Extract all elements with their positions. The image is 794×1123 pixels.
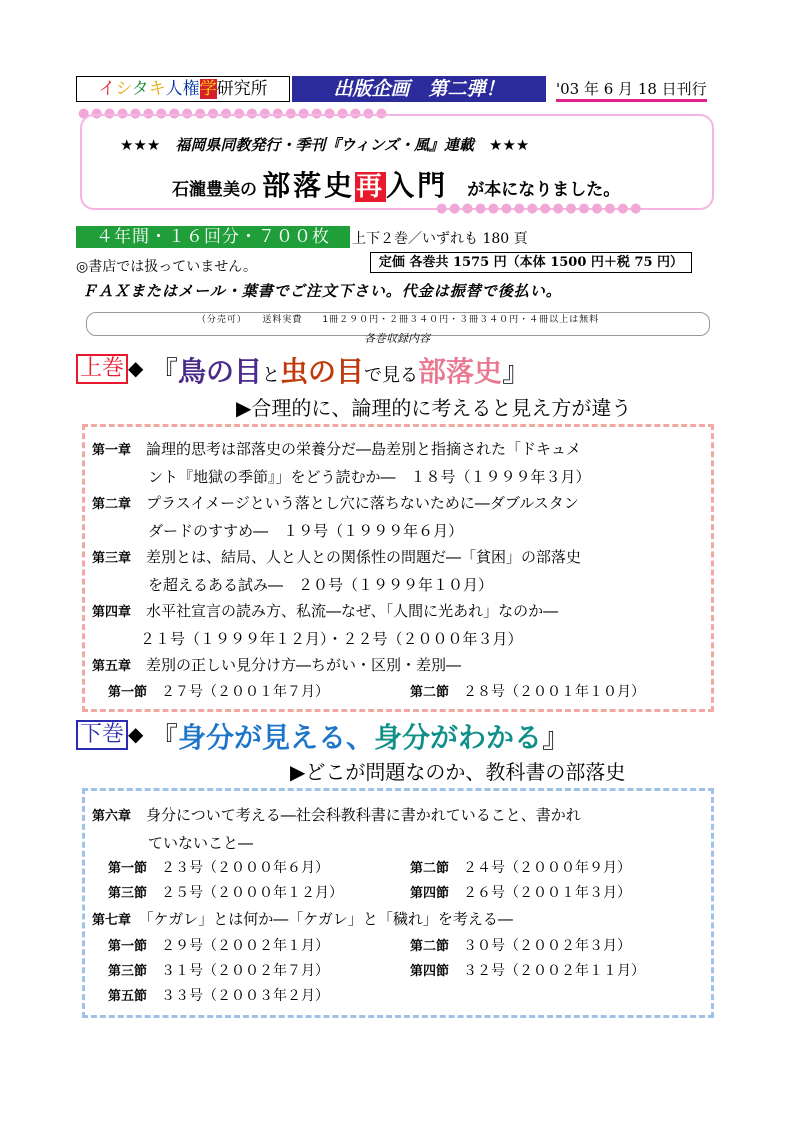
chapter-text: 差別の正しい見分け方―ちがい・区別・差別―: [146, 656, 462, 674]
contents-heading: 各巻収録内容: [364, 332, 430, 345]
chapter-item: [92, 906, 704, 934]
title-part: で見る: [364, 365, 419, 386]
title-bracket: 』: [502, 355, 531, 388]
section-number: 第二節: [410, 861, 450, 876]
chapter-item: [92, 802, 704, 830]
section-text: ２８号（２００１年１０月）: [463, 684, 646, 700]
book-title-line: [172, 164, 620, 204]
chapter-item: [92, 490, 704, 518]
publish-date: '03 年 6 月 18 日刊行: [556, 80, 707, 102]
diamond-icon: ◆: [128, 356, 144, 380]
chapter-item: [92, 436, 704, 464]
org-char: 人権: [165, 79, 200, 99]
volume1-label: 上巻: [76, 354, 128, 384]
section-number: 第三節: [108, 886, 148, 901]
section-text: ３１号（２００２年７月）: [161, 963, 330, 979]
chapter-text: ント『地獄の季節』」をどう読むか― １８号（１９９９年３月）: [148, 468, 591, 486]
chapter-item: [92, 598, 704, 626]
section-number: 第一節: [108, 685, 148, 700]
section-text: ２４号（２０００年９月）: [463, 860, 632, 876]
section-text: ２９号（２００２年１月）: [161, 938, 330, 954]
org-char: イ: [98, 79, 116, 99]
title-part: 身分が見える、: [178, 721, 375, 754]
section-text: ３２号（２００２年１１月）: [463, 963, 646, 979]
section-number: 第二節: [410, 939, 450, 954]
org-char: 研究所: [216, 79, 268, 99]
section-number: 第五節: [108, 989, 148, 1004]
order-instructions: ＦＡＸまたはメール・葉書でご注文下さい。代金は振替で後払い。: [82, 282, 562, 300]
org-char: タ: [131, 79, 149, 99]
section-row: [92, 934, 704, 959]
diamond-icon: ◆: [128, 722, 144, 746]
shipping-info: （分売可） 送料実費 1冊２９０円・２冊３４０円・３冊３４０円・４冊以上は無料: [196, 315, 600, 325]
org-char: キ: [148, 79, 166, 99]
chapter-text: 論理的思考は部落史の栄養分だ―島差別と指摘された「ドキュメ: [146, 440, 582, 458]
series-summary-badge: ４年間・１６回分・７００枚: [76, 226, 350, 248]
section-text: ２７号（２００１年７月）: [161, 684, 330, 700]
chapter-item-cont: [92, 572, 704, 598]
chapter-number: 第五章: [92, 659, 132, 674]
chapter-text: ダードのすすめ― １９号（１９９９年６月）: [148, 522, 464, 540]
title-bracket: 『: [150, 721, 179, 754]
chapter-text: ていないこと―: [148, 834, 254, 852]
publisher-name: [76, 76, 290, 102]
chapter-item: [92, 652, 704, 680]
section-text: ２５号（２０００年１２月）: [161, 885, 344, 901]
chapter-text: 差別とは、結局、人と人との関係性の問題だ―「貧困」の部落史: [146, 548, 582, 566]
decorative-dots-bottom: ●●●●●●●●●●●●●●●●: [436, 201, 644, 216]
section-number: 第四節: [410, 964, 450, 979]
volume2-label: 下巻: [76, 720, 128, 750]
org-char: シ: [115, 79, 132, 99]
chapter-item-cont: [92, 626, 704, 652]
project-banner: 出版企画 第二弾！: [292, 76, 546, 102]
chapter-text: 「ケガレ」とは何か―「ケガレ」と「穢れ」を考える―: [146, 910, 513, 928]
title-suffix: が本になりました。: [467, 180, 621, 200]
section-number: 第一節: [108, 861, 148, 876]
chapter-text: 水平社宣言の読み方、私流―なぜ、「人間に光あれ」なのか―: [146, 602, 559, 620]
section-number: 第一節: [108, 939, 148, 954]
chapter-number: 第四章: [92, 605, 132, 620]
title-part: 身分がわかる: [374, 721, 543, 754]
section-row: [92, 959, 704, 984]
section-number: 第四節: [410, 886, 450, 901]
volume2-title: [150, 716, 570, 756]
chapter-text: プラスイメージという落とし穴に落ちないために―ダブルスタン: [146, 494, 579, 512]
title-part: 部落史: [418, 355, 503, 388]
section-row: [92, 680, 704, 705]
volume2-chapter-list: [92, 802, 704, 1009]
section-row: [92, 856, 704, 881]
chapter-item: [92, 544, 704, 572]
author-name: 石瀧豊美の: [172, 180, 257, 200]
volume1-tagline: ▶合理的に、論理的に考えると見え方が違う: [236, 396, 632, 420]
chapter-item-cont: [92, 464, 704, 490]
section-text: ２３号（２０００年６月）: [161, 860, 330, 876]
chapter-item-cont: [92, 518, 704, 544]
book-title-re: 再: [356, 172, 386, 202]
section-text: ２６号（２００１年３月）: [463, 885, 632, 901]
volume2-tagline: ▶どこが問題なのか、教科書の部落史: [290, 760, 626, 784]
title-part: 虫の目: [280, 355, 365, 388]
section-text: ３０号（２００２年３月）: [463, 938, 632, 954]
chapter-number: 第一章: [92, 443, 132, 458]
chapter-text: を超えるある試み― ２０号（１９９９年１０月）: [148, 576, 494, 594]
title-bracket: 』: [542, 721, 571, 754]
book-title-part: 部落史: [262, 169, 356, 202]
title-bracket: 『: [150, 355, 179, 388]
section-row: [92, 881, 704, 906]
book-title-part: 入門: [386, 169, 449, 202]
section-number: 第三節: [108, 964, 148, 979]
chapter-number: 第二章: [92, 497, 132, 512]
chapter-item-cont: [92, 830, 704, 856]
decorative-dots-top: ●●●●●●●●●●●●●●●●●●●●●●●●: [78, 106, 389, 121]
title-part: と: [262, 365, 281, 386]
chapter-number: 第六章: [92, 809, 132, 824]
volume1-chapter-list: [92, 436, 704, 705]
section-text: ３３号（２００３年２月）: [161, 988, 330, 1004]
volume1-title: [150, 350, 530, 390]
chapter-number: 第三章: [92, 551, 132, 566]
org-char: 学: [199, 79, 217, 99]
no-bookstore-note: ◎書店では扱っていません。: [76, 259, 258, 275]
serialization-note: ★★★ 福岡県同教発行・季刊『ウィンズ・風』連載 ★★★: [120, 136, 530, 154]
chapter-number: 第七章: [92, 913, 132, 928]
volume-info: 上下２巻／いずれも 180 頁: [352, 231, 528, 247]
title-part: 鳥の目: [178, 355, 263, 388]
section-number: 第二節: [410, 685, 450, 700]
section-row: [92, 984, 704, 1009]
price-box: 定価 各巻共 1575 円（本体 1500 円＋税 75 円）: [370, 252, 692, 273]
chapter-text: 身分について考える―社会科教科書に書かれていること、書かれ: [146, 806, 581, 824]
chapter-text: ２１号（１９９９年１２月）・２２号（２０００年３月）: [140, 630, 523, 648]
